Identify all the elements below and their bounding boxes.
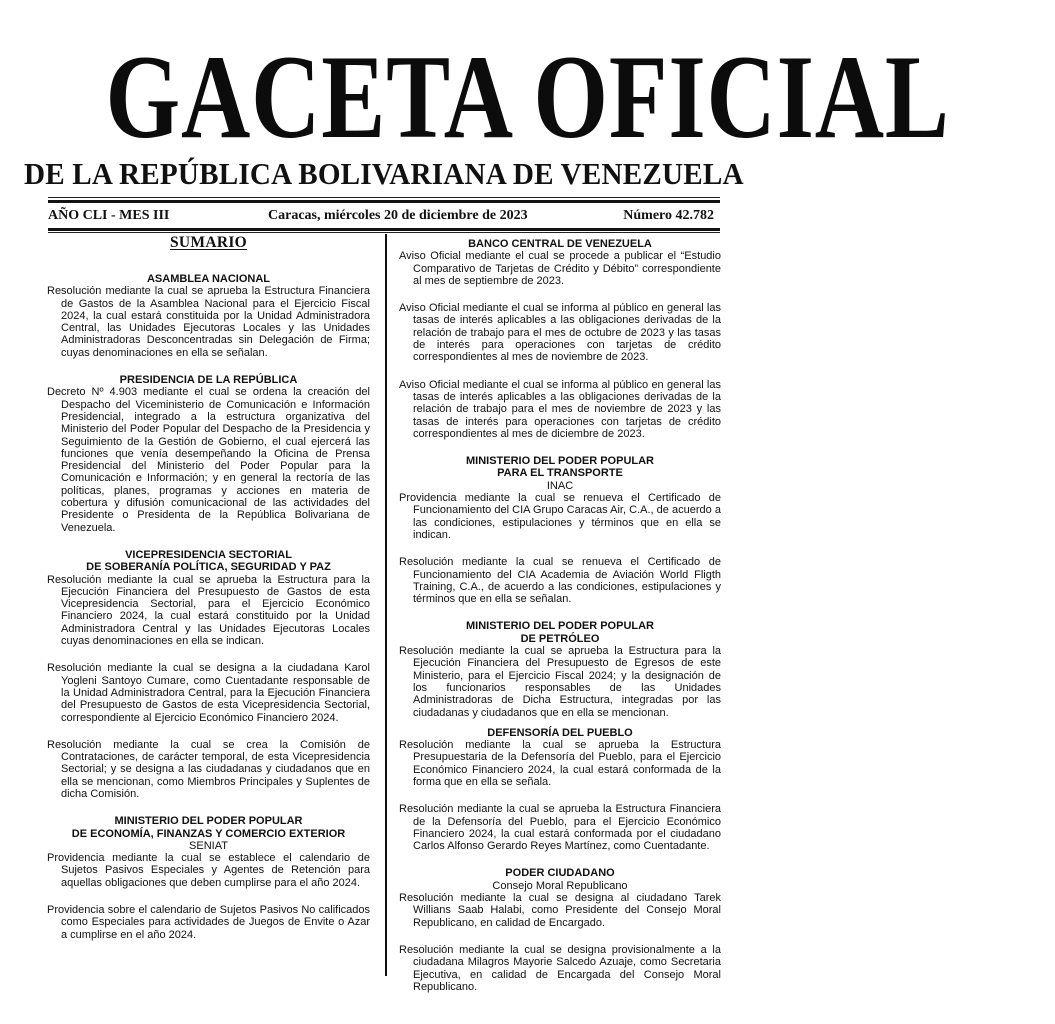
section-title-defensoria: DEFENSORÍA DEL PUEBLO xyxy=(487,726,633,739)
section-title-vicepresidencia-2: DE SOBERANÍA POLÍTICA, SEGURIDAD Y PAZ xyxy=(86,561,331,574)
sumario-heading: SUMARIO xyxy=(169,234,248,251)
section-title-presidencia: PRESIDENCIA DE LA REPÚBLICA xyxy=(119,374,298,387)
list-item: Resolución mediante la cual se designa a la ciudadana Karol Yogleni Santoyo Cumare, como Cuentadante responsable de la Unidad Administradora Central, para la Ejecución Financiera del Presupuesto de Gastos de esta Vicepresidencia Sectorial, correspondiente al Ejercicio Económico Financiero 2024. xyxy=(47,662,370,724)
list-item: Resolución mediante la cual se aprueba la Estructura Financiera de Gastos de la Asamblea Nacional para el Ejercicio Fiscal 2024, la cual estará constituida por la Unidad Administradora Central, las Unidades Ejecutoras Locales y las Unidades Administradoras Desconcentradas sin Delegación de Firma; cuyas denominaciones en ella se señalan. xyxy=(47,285,370,359)
list-item: Providencia mediante la cual se establece el calendario de Sujetos Pasivos Especiales y Agentes de Retención para aquellas obligaciones que deben cumplirse para el año 2024. xyxy=(47,852,370,889)
top-rule-thick xyxy=(48,200,720,203)
right-column xyxy=(399,232,721,1008)
list-item: Resolución mediante la cual se aprueba la Estructura Presupuestaria de la Defensoría del Pueblo, para el Ejercicio Económico Financiero 2024, la cual estará conformada de la forma que en ella se señala. xyxy=(399,739,721,788)
list-item: Resolución mediante la cual se designa provisionalmente a la ciudadana Milagros Mayorie Salcedo Azuaje, como Secretaria Ejecutiva, en calidad de Encargada del Consejo Moral Republicano. xyxy=(399,943,721,993)
section-title-transporte-2: PARA EL TRANSPORTE xyxy=(497,467,623,480)
section-title-transporte-1: MINISTERIO DEL PODER POPULAR xyxy=(465,455,655,468)
year-month: AÑO CLI - MES III xyxy=(48,208,170,223)
list-item: Resolución mediante la cual se renueva el Certificado de Funcionamiento del CIA Academia de Aviación World Fligth Training, C.A., de acuerdo a las condiciones, estipulaciones y términos que en ella se señalan. xyxy=(399,556,721,606)
list-item: Resolución mediante la cual se aprueba la Estructura Financiera de la Defensoría del Pueblo, para el Ejercicio Económico Financiero 2024, la cual estará conformada por el ciudadano Carlos Alfonso Gerardo Reyes Martínez, como Cuentadante. xyxy=(399,803,721,853)
dateline-rule-thick xyxy=(48,228,720,231)
list-item: Aviso Oficial mediante el cual se informa al público en general las tasas de interés aplicables a las obligaciones derivadas de la relación de trabajo para el mes de noviembre de 2023 y las tasas de interés para operaciones con tarjetas de crédito correspondientes al mes de diciembre de 2023. xyxy=(399,378,721,440)
section-title-asamblea: ASAMBLEA NACIONAL xyxy=(146,273,271,285)
section-title-vicepresidencia-1: VICEPRESIDENCIA SECTORIAL xyxy=(125,548,292,561)
list-item: Aviso Oficial mediante el cual se informa al público en general las tasas de interés aplicables a las obligaciones derivadas de la relación de trabajo para el mes de octubre de 2023 y las tasas de interés para operaciones con tarjetas de crédito correspondientes al mes de noviembre de 2023. xyxy=(399,302,721,364)
section-title-petroleo-2: DE PETRÓLEO xyxy=(520,632,600,645)
list-item: Providencia mediante la cual se renueva el Certificado de Funcionamiento del CIA Grupo Caracas Air, C.A., de acuerdo a las condiciones, estipulaciones y términos que en ella se indican. xyxy=(399,492,721,541)
masthead-subtitle xyxy=(0,156,768,192)
section-title-poder-ciudadano: PODER CIUDADANO xyxy=(505,867,615,880)
section-title-economia-2: DE ECONOMÍA, FINANZAS Y COMERCIO EXTERIOR xyxy=(71,827,346,840)
list-item: Resolución mediante la cual se designa al ciudadano Tarek Willians Saab Halabi, como Presidente del Consejo Moral Republicano, en calidad de Encargado. xyxy=(399,892,721,929)
section-sub-consejo-moral: Consejo Moral Republicano xyxy=(492,879,628,892)
place-date: Caracas, miércoles 20 de diciembre de 2023 xyxy=(268,208,528,223)
list-item: Providencia sobre el calendario de Sujetos Pasivos No calificados como Especiales para actividades de Juegos de Envite o Azar a cumplirse en el año 2024. xyxy=(47,904,370,941)
list-item: Resolución mediante la cual se aprueba la Estructura para la Ejecución Financiera del Presupuesto de Gastos de esta Vicepresidencia Sectorial, para el Ejercicio Económico Financiero 2024, la cual estará constituido por la Unidad Administradora Central y las Unidades Ejecutoras Locales cuyas denominaciones en ella se indican. xyxy=(47,573,370,648)
section-title-economia-1: MINISTERIO DEL PODER POPULAR xyxy=(114,815,303,828)
section-title-bcv: BANCO CENTRAL DE VENEZUELA xyxy=(468,238,652,250)
list-item: Decreto Nº 4.903 mediante el cual se ordena la creación del Despacho del Viceministerio de Comunicación e Información Presidencial, integrado a la estructura organizativa del Ministerio del Poder Popular del Despacho de la Presidencia y Seguimiento de la Gestión de Gobierno, el cual ejercerá las funciones que venía desempeñando la Oficina de Prensa Presidencial del Ministerio del Poder Popular para la Comunicación e Información; y en general la rectoría de las políticas, planes, programas y acciones en materia de cobertura y difusión comunicacional de las actividades del Presidente o Presidenta de la República Bolivariana de Venezuela. xyxy=(47,386,370,534)
section-sub-seniat: SENIAT xyxy=(189,839,228,852)
section-sub-inac: INAC xyxy=(546,479,574,492)
masthead-subtitle-text: DE LA REPÚBLICA BOLIVARIANA DE VENEZUELA xyxy=(24,156,744,191)
column-divider xyxy=(385,234,387,976)
left-column xyxy=(47,232,370,956)
list-item: Aviso Oficial mediante el cual se procede a publicar el “Estudio Comparativo de Tarjetas de Crédito y Débito” correspondiente al mes de septiembre de 2023. xyxy=(399,250,721,287)
masthead-title: GACETA OFICIAL xyxy=(105,30,950,163)
issue-number: Número 42.782 xyxy=(623,208,714,223)
top-rule-thin xyxy=(48,197,720,198)
list-item: Resolución mediante la cual se crea la Comisión de Contrataciones, de carácter temporal, de esta Vicepresidencia Sectorial; y se designa a las ciudadanas y ciudadanos que en ella se mencionan, como Miembros Principales y Suplentes de dicha Comisión. xyxy=(47,738,370,800)
masthead xyxy=(0,30,950,163)
dateline xyxy=(48,206,720,226)
list-item: Resolución mediante la cual se aprueba la Estructura para la Ejecución Financiera del Presupuesto de Egresos de este Ministerio, para el Ejercicio Fiscal 2024; y la designación de los funcionarios responsables de las Unidades Administradoras de Dicha Estructura, integradas por las ciudadanas y ciudadanos que en ella se mencionan. xyxy=(399,645,721,719)
section-title-petroleo-1: MINISTERIO DEL PODER POPULAR xyxy=(465,620,655,633)
